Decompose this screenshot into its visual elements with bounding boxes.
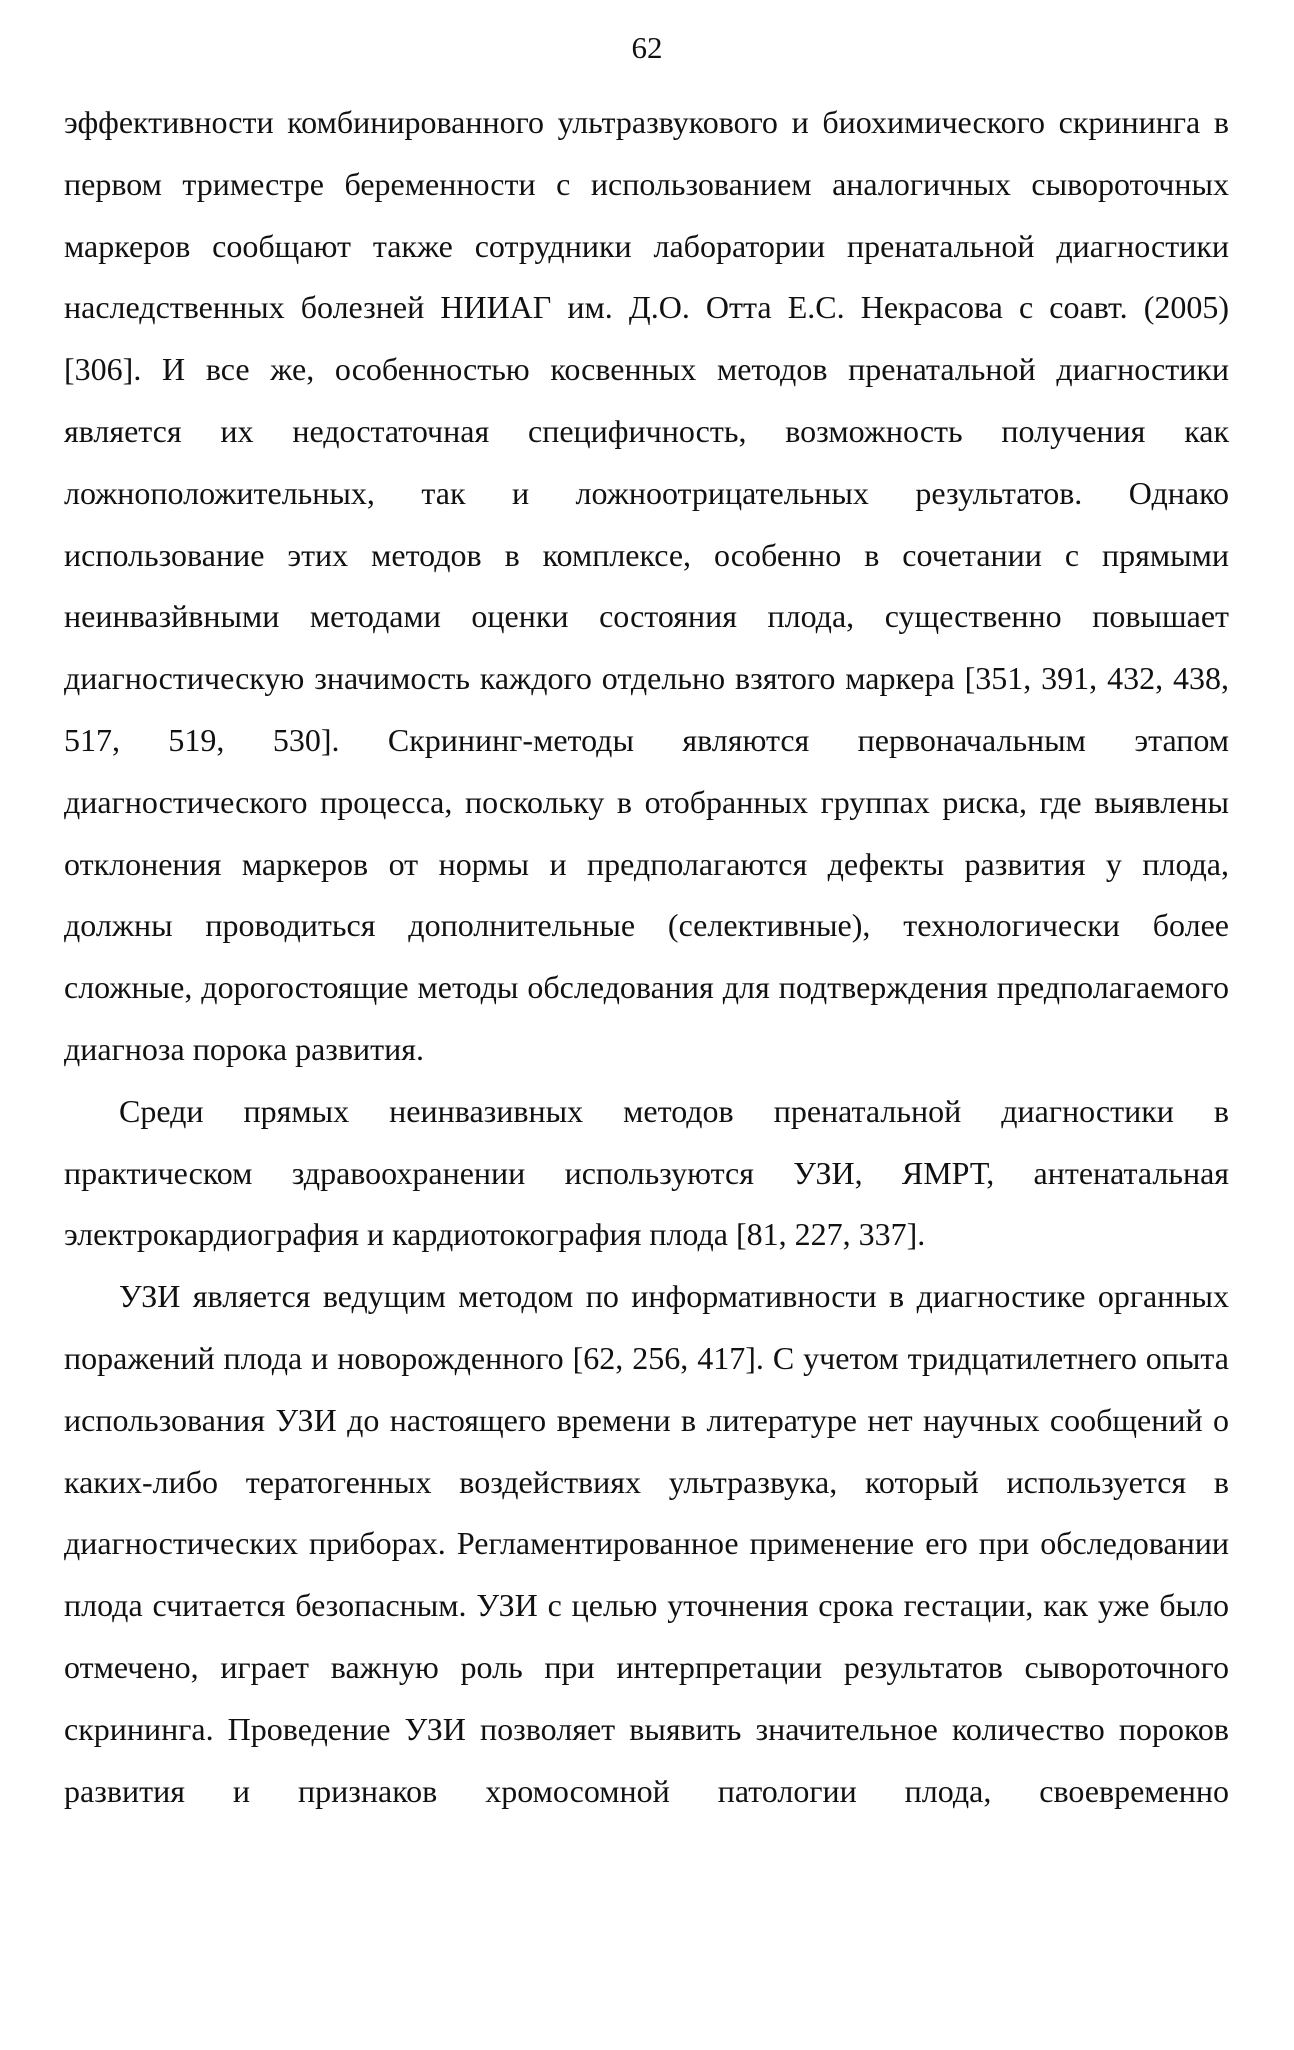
- paragraph-direct-methods: Среди прямых неинвазивных методов пренатальной диагностики в практическом здравоохранении используются УЗИ, ЯМРТ, антенатальная электрокардиография и кардиотокография плода [81, 227, 337].: [64, 1092, 1229, 1253]
- body-text: [64, 92, 1229, 1822]
- paragraph-ultrasound: УЗИ является ведущим методом по информативности в диагностике органных поражений плода и новорожденного [62, 256, 417]. С учетом тридцатилетнего опыта использования УЗИ до настоящего времени в литературе нет научных сообщений о каких-либо тератогенных воздействиях ультразвука, который используется в диагностических приборах. Регламентированное применение его при обследовании плода считается безопасным. УЗИ с целью уточнения срока гестации, как уже было отмечено, играет важную роль при интерпретации результатов сывороточного скрининга. Проведение УЗИ позволяет выявить значительное количество пороков развития и признаков хромосомной патологии плода, своевременно: [64, 1278, 1229, 1809]
- paragraph-continued: эффективности комбинированного ультразвукового и биохимического скрининга в первом триместре беременности с использованием аналогичных сывороточных маркеров сообщают также сотрудники лаборатории пренатальной диагностики наследственных болезней НИИАГ им. Д.О. Отта Е.С. Некрасова с соавт. (2005) [306]. И все же, особенностью косвенных методов пренатальной диагностики является их недостаточная специфичность, возможность получения как ложноположительных, так и ложноотрицательных результатов. Однако использование этих методов в комплексе, особенно в сочетании с прямыми неинвазйвными методами оценки состояния плода, существенно повышает диагностическую значимость каждого отдельно взятого маркера [351, 391, 432, 438, 517, 519, 530]. Скрининг-методы являются первоначальным этапом диагностического процесса, поскольку в отобранных группах риска, где выявлены отклонения маркеров от нормы и предполагаются дефекты развития у плода, должны проводиться дополнительные (селективные), технологически более сложные, дорогостоящие методы обследования для подтверждения предполагаемого диагноза порока развития.: [64, 104, 1229, 1067]
- page-number: 62: [631, 30, 663, 65]
